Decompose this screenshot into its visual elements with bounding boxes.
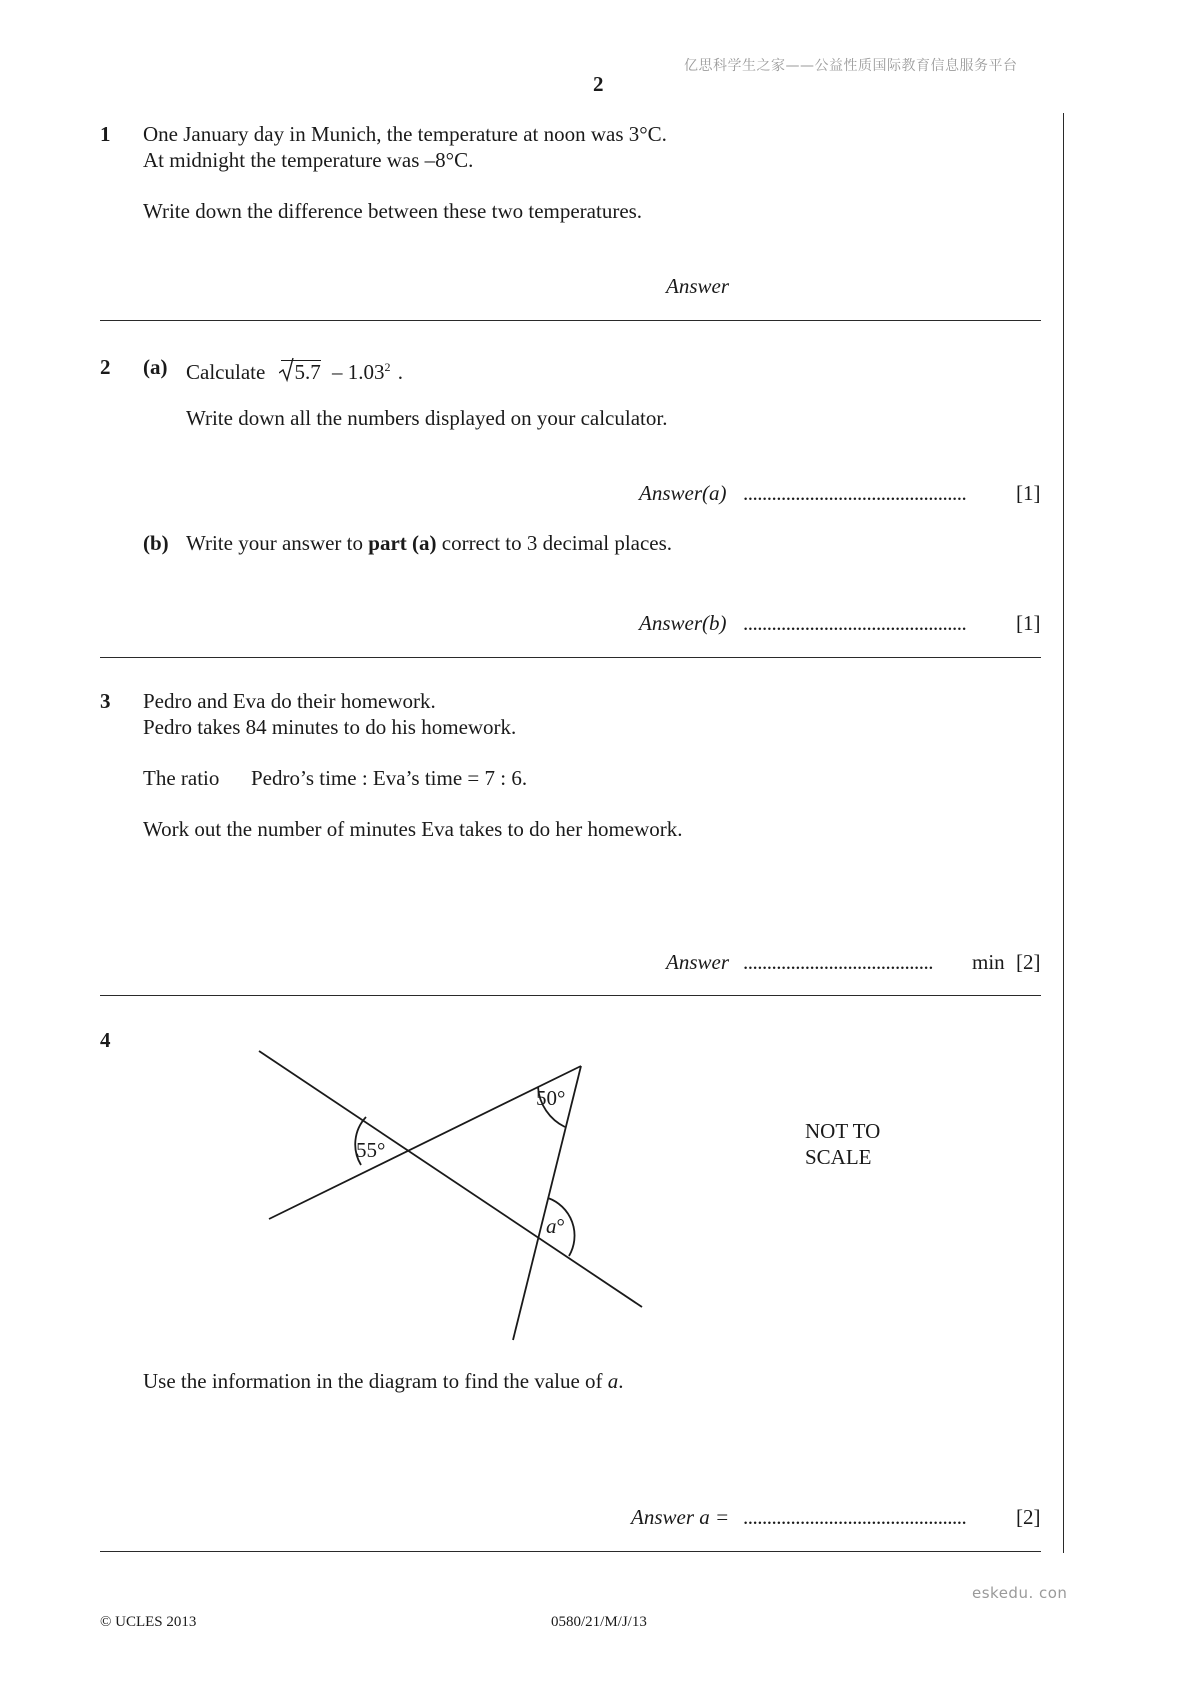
diagram-line-descending bbox=[259, 1051, 642, 1307]
q3-answer-field[interactable]: ........................................ bbox=[743, 950, 933, 974]
sqrt-radicand: 5.7 bbox=[281, 360, 321, 383]
q4-instruction-var: a bbox=[607, 1369, 619, 1393]
q2a-answer-field[interactable]: ............................................... bbox=[743, 481, 967, 505]
q2a-answer-label: Answer(a) bbox=[639, 481, 727, 505]
q2a-marks: [1] bbox=[1016, 481, 1041, 505]
q2a-exponent: 2 bbox=[384, 360, 391, 374]
angle-label-55: 55° bbox=[356, 1138, 386, 1162]
footer-code: 0580/21/M/J/13 bbox=[551, 1614, 647, 1630]
q4-instruction-post: . bbox=[618, 1369, 624, 1393]
angle-label-a-deg: ° bbox=[556, 1214, 565, 1238]
q2b-answer-label: Answer(b) bbox=[639, 611, 727, 635]
q2b-post: correct to 3 decimal places. bbox=[436, 531, 673, 555]
q2b-pre: Write your answer to bbox=[186, 531, 369, 555]
header-watermark: 亿思科学生之家——公益性质国际教育信息服务平台 bbox=[684, 58, 1018, 74]
angle-label-a bbox=[546, 1214, 565, 1238]
q1-line2: At midnight the temperature was –8°C. bbox=[143, 148, 474, 172]
q2a-line2: Write down all the numbers displayed on your calculator. bbox=[186, 406, 668, 430]
q3-answer-unit: min bbox=[972, 950, 1005, 974]
footer-site: eskedu. con bbox=[972, 1584, 1068, 1602]
q4-instruction-pre: Use the information in the diagram to find the value of bbox=[143, 1369, 608, 1393]
q4-marks: [2] bbox=[1016, 1505, 1041, 1529]
q2b-marks: [1] bbox=[1016, 611, 1041, 635]
q3-marks: [2] bbox=[1016, 950, 1041, 974]
q1-line1: One January day in Munich, the temperature at noon was 3°C. bbox=[143, 122, 667, 146]
q1-answer-label: Answer bbox=[666, 274, 729, 298]
q3-line4: Work out the number of minutes Eva takes to do her homework. bbox=[143, 817, 683, 841]
q2a-end: . bbox=[397, 360, 404, 384]
q4-number: 4 bbox=[100, 1028, 111, 1052]
q4-answer-field[interactable]: ............................................... bbox=[743, 1505, 967, 1529]
q3-line1: Pedro and Eva do their homework. bbox=[143, 689, 436, 713]
not-to-scale-line1: NOT TO bbox=[805, 1119, 881, 1143]
q3-number: 3 bbox=[100, 689, 111, 713]
q1-number: 1 bbox=[100, 122, 111, 146]
angle-label-50: 50° bbox=[536, 1086, 566, 1110]
q1-line3: Write down the difference between these two temperatures. bbox=[143, 199, 643, 223]
q4-instruction bbox=[143, 1368, 624, 1394]
q2b-answer-field[interactable]: ............................................... bbox=[743, 611, 967, 635]
q3-ratio-label: The ratio bbox=[143, 766, 220, 790]
divider bbox=[100, 1551, 1041, 1552]
q4-answer-label: Answer a = bbox=[631, 1505, 730, 1529]
page-number: 2 bbox=[593, 72, 604, 96]
q3-answer-label: Answer bbox=[666, 950, 729, 974]
q3-ratio-text: Pedro’s time : Eva’s time = 7 : 6. bbox=[251, 766, 528, 790]
q2b-label: (b) bbox=[143, 531, 169, 555]
footer-copyright: © UCLES 2013 bbox=[100, 1614, 197, 1630]
q2-number: 2 bbox=[100, 355, 111, 379]
not-to-scale-line2: SCALE bbox=[805, 1145, 872, 1169]
q2b-bold: part (a) bbox=[368, 531, 437, 555]
angle-label-a-var: a bbox=[546, 1214, 557, 1238]
q3-line2: Pedro takes 84 minutes to do his homework. bbox=[143, 715, 517, 739]
q2a-prefix: Calculate bbox=[186, 360, 266, 384]
q2a-rest: – 1.03 bbox=[332, 360, 385, 384]
q2a-label: (a) bbox=[143, 355, 168, 379]
